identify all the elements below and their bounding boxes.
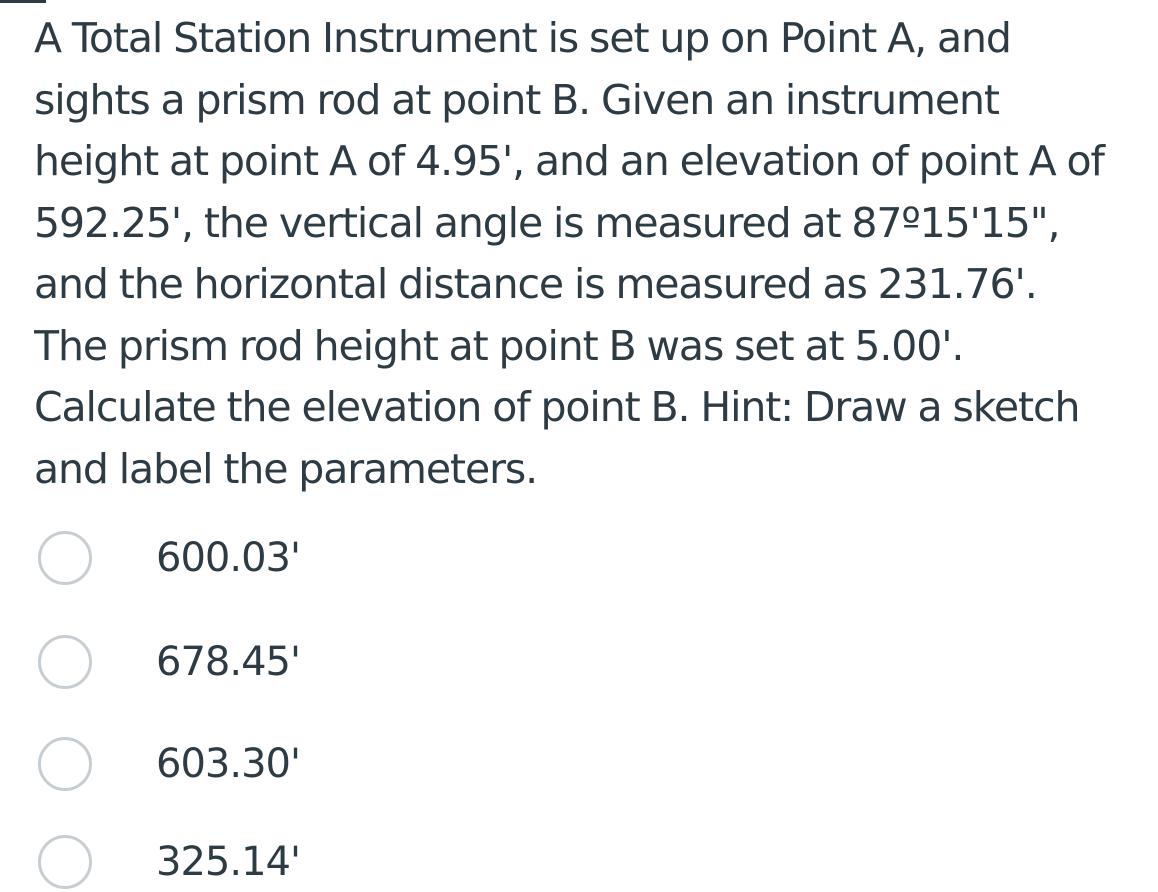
top-divider	[0, 0, 46, 3]
answer-label: 603.30'	[156, 741, 300, 787]
answer-label: 678.45'	[156, 639, 300, 685]
answer-option-2[interactable]	[38, 632, 738, 692]
answer-label: 325.14'	[156, 839, 300, 885]
question-line: A Total Station Instrument is set up on Point A, and	[34, 14, 1011, 62]
question-line: Calculate the elevation of point B. Hint: Draw a sketch	[34, 383, 1080, 431]
answer-option-4[interactable]	[38, 832, 738, 892]
radio-button[interactable]	[38, 737, 92, 791]
question-line: The prism rod height at point B was set at 5.00'.	[34, 321, 964, 370]
question-line: height at point A of 4.95', and an elevation of point A of	[34, 137, 1104, 185]
question-line: and label the parameters.	[34, 444, 538, 493]
question-line: 592.25', the vertical angle is measured at 87º15'15",	[34, 198, 1060, 247]
question-line: sights a prism rod at point B. Given an instrument	[34, 75, 999, 124]
question-line: and the horizontal distance is measured as 231.76'.	[34, 260, 1037, 308]
answer-option-3[interactable]	[38, 734, 738, 794]
radio-button[interactable]	[38, 635, 92, 689]
question-text	[34, 8, 1158, 500]
radio-button[interactable]	[38, 835, 92, 889]
answer-label: 600.03'	[156, 535, 300, 581]
answer-option-1[interactable]	[38, 528, 738, 588]
radio-button[interactable]	[38, 531, 92, 585]
